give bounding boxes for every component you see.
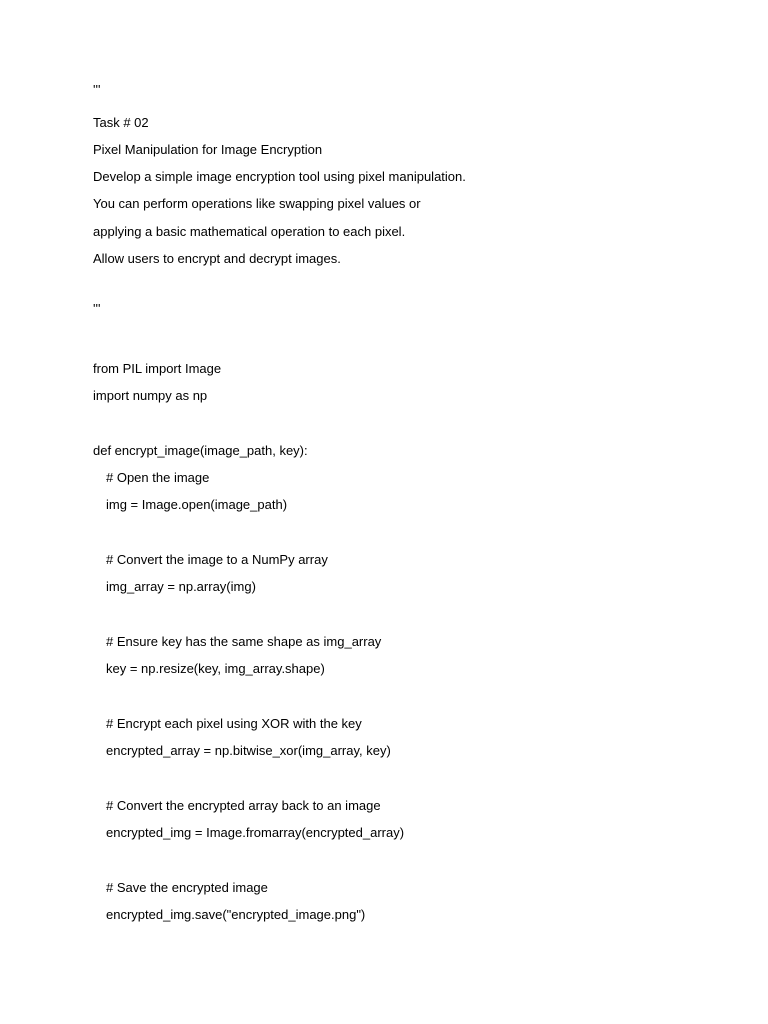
code-comment: # Convert the encrypted array back to an image	[106, 798, 381, 813]
code-line: encrypted_img = Image.fromarray(encrypted_array)	[106, 825, 405, 840]
task-description-line: You can perform operations like swapping pixel values or	[93, 196, 421, 211]
code-line-import-pil: from PIL import Image	[93, 361, 222, 376]
code-comment: # Ensure key has the same shape as img_array	[106, 634, 382, 649]
task-title: Pixel Manipulation for Image Encryption	[93, 142, 323, 157]
code-comment: # Convert the image to a NumPy array	[106, 552, 328, 567]
code-line: img = Image.open(image_path)	[106, 497, 288, 512]
task-description-line: Develop a simple image encryption tool using pixel manipulation.	[93, 169, 466, 184]
code-line-import-numpy: import numpy as np	[93, 388, 208, 403]
code-comment: # Save the encrypted image	[106, 880, 268, 895]
task-description-line: Allow users to encrypt and decrypt images.	[93, 251, 341, 266]
code-line: encrypted_array = np.bitwise_xor(img_array, key)	[106, 743, 391, 758]
code-line: img_array = np.array(img)	[106, 579, 256, 594]
task-number: Task # 02	[93, 115, 149, 130]
docstring-close: '''	[93, 301, 101, 316]
code-comment: # Open the image	[106, 470, 210, 485]
code-line: key = np.resize(key, img_array.shape)	[106, 661, 325, 676]
code-line: encrypted_img.save("encrypted_image.png")	[106, 907, 366, 922]
code-comment: # Encrypt each pixel using XOR with the key	[106, 716, 362, 731]
docstring-open: '''	[93, 82, 101, 97]
code-line-def: def encrypt_image(image_path, key):	[93, 443, 308, 458]
task-description-line: applying a basic mathematical operation to each pixel.	[93, 224, 406, 239]
